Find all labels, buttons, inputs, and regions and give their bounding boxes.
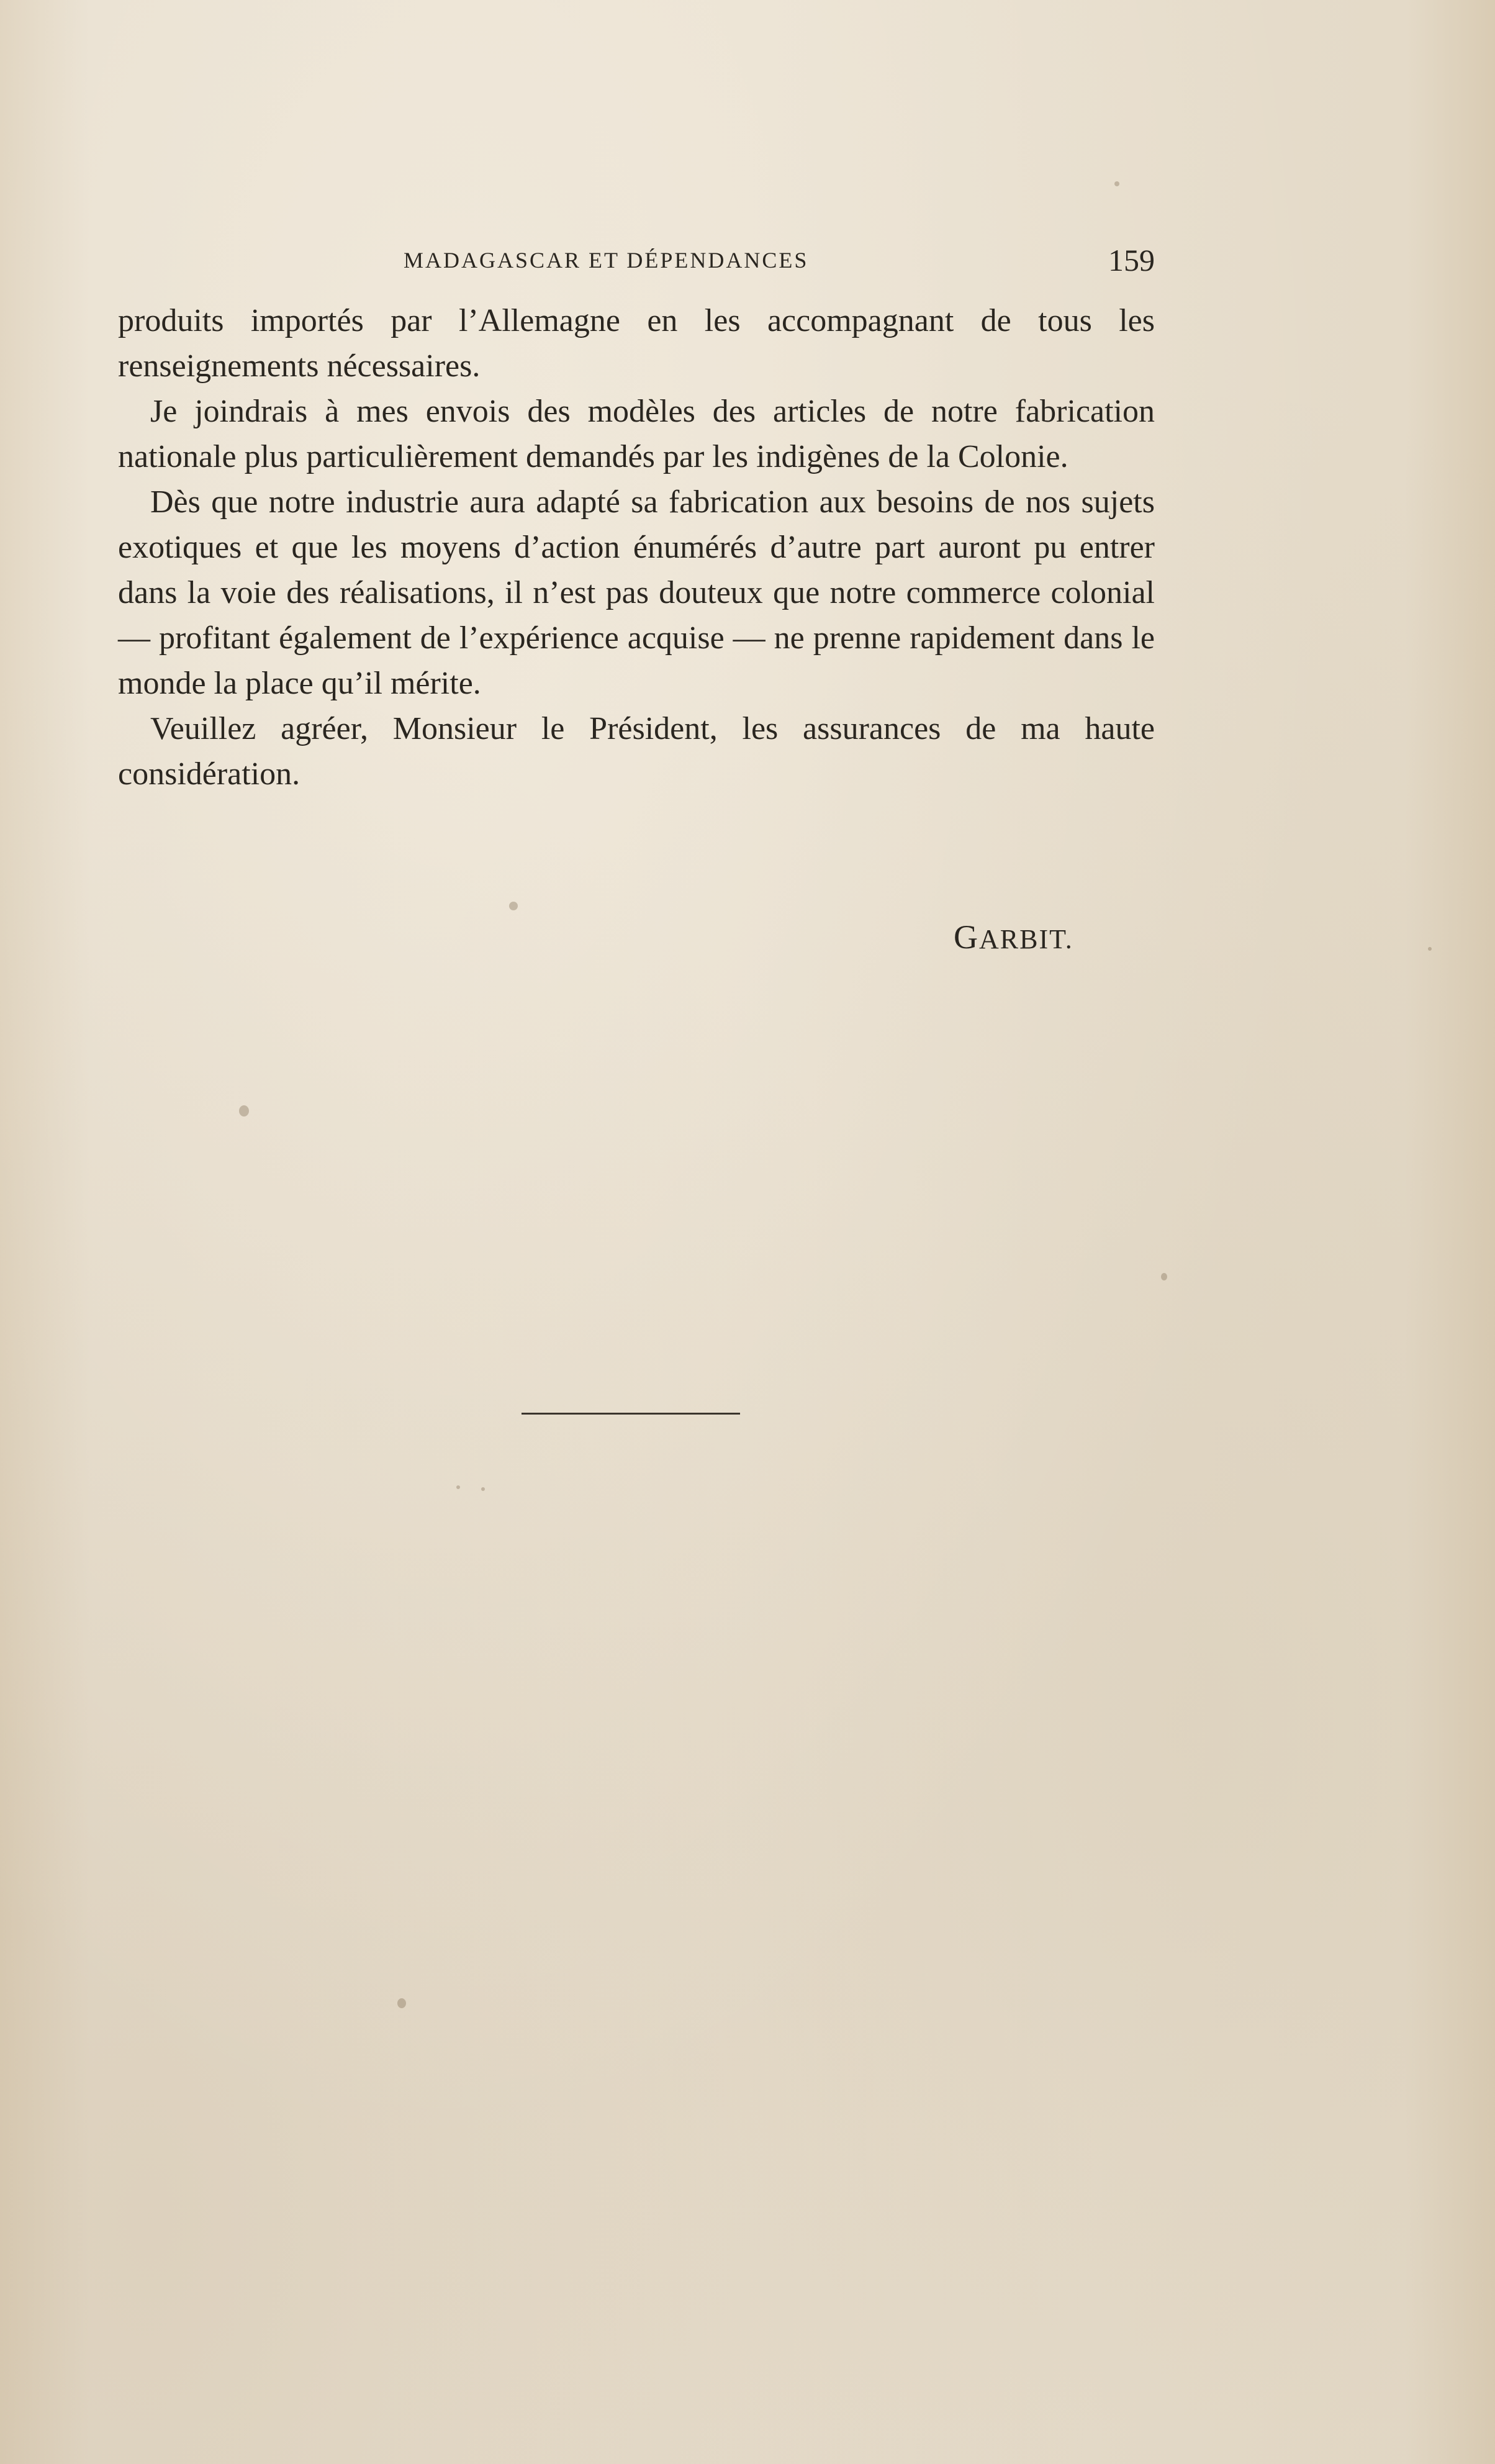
paper-speck: [509, 902, 518, 910]
paper-speck: [397, 1998, 406, 2008]
paragraph-models: Je joindrais à mes envois des modèles des articles de notre fabrication nationale plus particulièrement demandés par les indigènes de la Colonie.: [118, 394, 1155, 474]
running-title: MADAGASCAR ET DÉPENDANCES: [404, 248, 809, 273]
page-number: 159: [1108, 243, 1155, 278]
paper-speck: [1161, 1273, 1167, 1280]
paragraph-continuation: produits importés par l’Allemagne en les accompagnant de tous les renseignements nécessaires.: [118, 303, 1155, 384]
running-header: [118, 242, 1155, 279]
body-text: [118, 298, 1155, 797]
paper-speck: [239, 1105, 249, 1116]
signature: GARBIT.: [954, 918, 1073, 956]
end-rule: [522, 1413, 740, 1415]
paper-speck: [481, 1487, 485, 1491]
paper-speck: [1428, 947, 1432, 951]
paper-speck: [456, 1485, 460, 1489]
paragraph-industry: Dès que notre industrie aura adapté sa fabrication aux besoins de nos sujets exotiques et que les moyens d’action énumérés d’autre part auront pu entrer dans la voie des réalisations, il n’est pas douteux que notre commerce colonial — profitant également de l’expérience acquise — ne prenne rapidement dans le monde la place qu’il mérite.: [118, 484, 1155, 701]
paper-speck: [1114, 181, 1119, 186]
paragraph-closing: Veuillez agréer, Monsieur le Président, les assurances de ma haute considération.: [118, 711, 1155, 792]
